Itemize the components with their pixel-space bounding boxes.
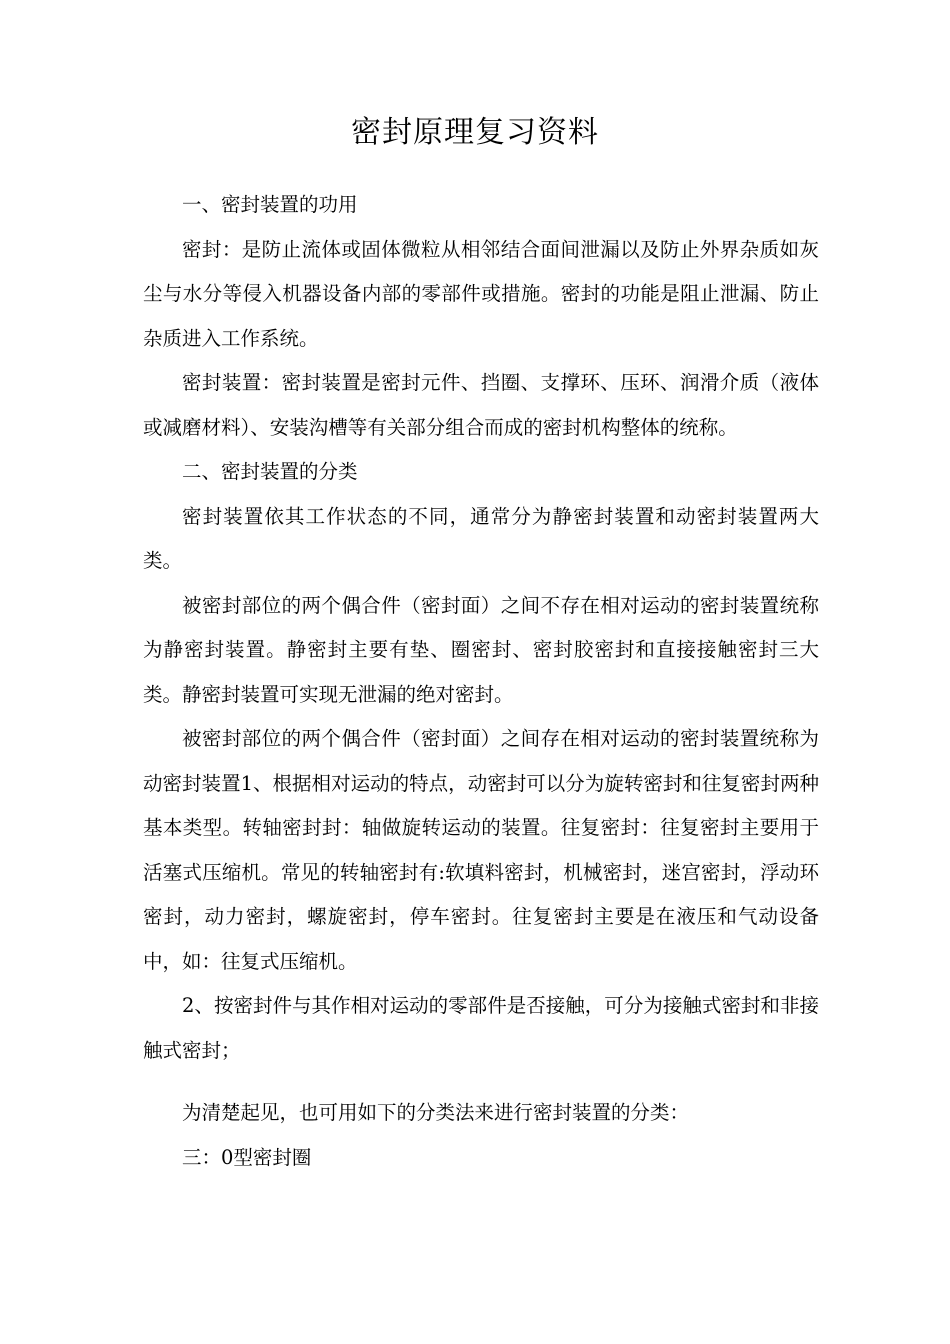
- section-heading-3: 三：0型密封圈: [182, 1145, 312, 1169]
- paragraph-seal-definition: 密封：是防止流体或固体微粒从相邻结合面间泄漏以及防止外界杂质如灰尘与水分等侵入机器设备内部的零部件或措施。密封的功能是阻止泄漏、防止杂质进入工作系统。: [143, 237, 819, 350]
- paragraph-seal-device-definition: 密封装置：密封装置是密封元件、挡圈、支撑环、压环、润滑介质（液体或减磨材料）、安装沟槽等有关部分组合而成的密封机构整体的统称。: [143, 371, 819, 439]
- paragraph-contact-seal: 2、按密封件与其作相对运动的零部件是否接触，可分为接触式密封和非接触式密封；: [143, 994, 819, 1062]
- paragraph-dynamic-seal: 被密封部位的两个偶合件（密封面）之间存在相对运动的密封装置统称为动密封装置1、根据相对运动的特点，动密封可以分为旋转密封和往复密封两种基本类型。转轴密封封：轴做旋转运动的装置。往复密封：往复密封主要用于活塞式压缩机。常见的转轴密封有:软填料密封，机械密封，迷宫密封，浮动环密封，动力密封，螺旋密封，停车密封。往复密封主要是在液压和气动设备中，如：往复式压缩机。: [143, 727, 819, 973]
- paragraph-static-seal: 被密封部位的两个偶合件（密封面）之间不存在相对运动的密封装置统称为静密封装置。静密封主要有垫、圈密封、密封胶密封和直接接触密封三大类。静密封装置可实现无泄漏的绝对密封。: [143, 593, 819, 706]
- paragraph-classification-note: 为清楚起见，也可用如下的分类法来进行密封装置的分类：: [182, 1101, 690, 1124]
- document-body: [143, 183, 819, 1180]
- section-heading-2: 二、密封装置的分类: [182, 460, 358, 483]
- section-heading-1: 一、密封装置的功用: [182, 193, 358, 216]
- document-title: 密封原理复习资料: [351, 115, 599, 150]
- paragraph-classification: 密封装置依其工作状态的不同，通常分为静密封装置和动密封装置两大类。: [143, 504, 819, 572]
